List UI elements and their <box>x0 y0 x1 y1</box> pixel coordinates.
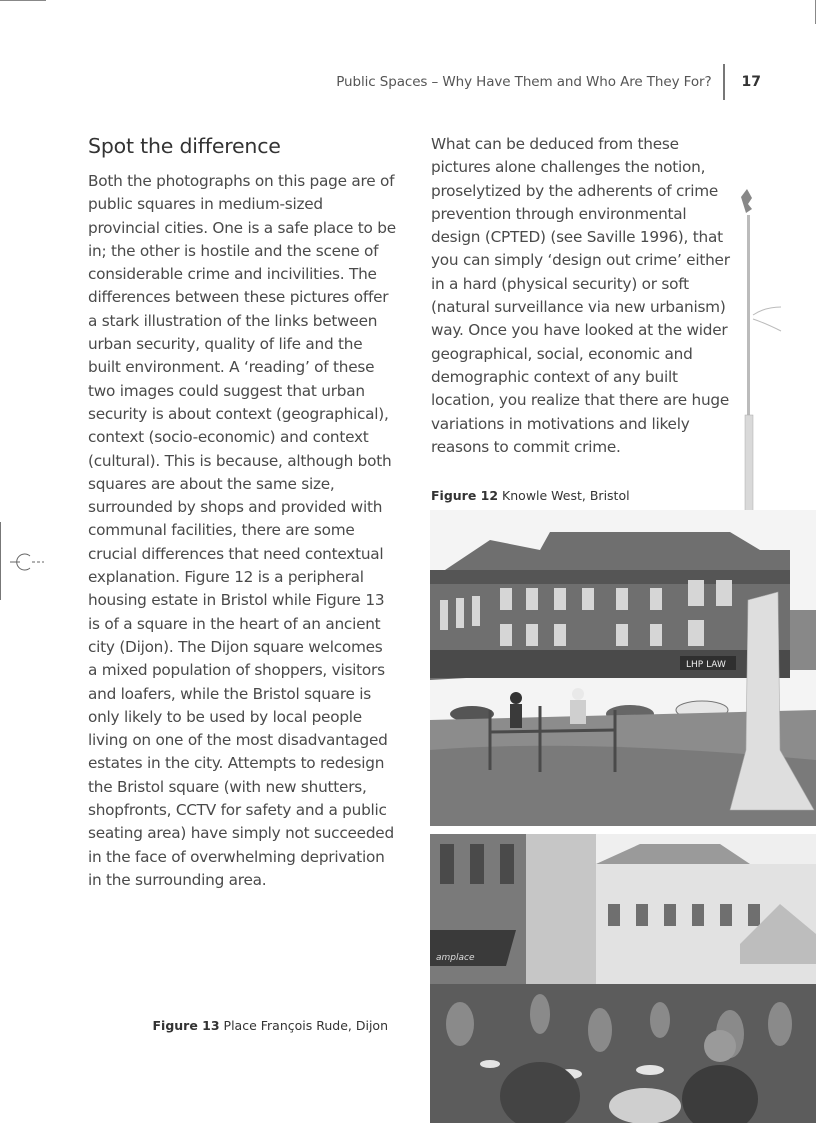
awning-text: amplace <box>436 953 475 963</box>
figure-12-photo <box>430 510 816 826</box>
figure-13-label: Figure 13 <box>152 1018 220 1033</box>
figure-12-title: Knowle West, Bristol <box>502 488 630 503</box>
lamp-pole-image <box>733 185 783 515</box>
header-divider <box>723 64 725 100</box>
crop-mark-top <box>0 0 46 1</box>
body-paragraph-left: Both the photographs on this page are of public squares in medium-sized provincial cities. One is a safe place to be in; the other is hostile and the scene of considerable crime and incivilities. The differences between these pictures offer a stark illustration of the links between urban security, quality of life and the built environment. A ‘reading’ of these two images could suggest that urban security is about context (geographical), context (socio-economic) and context (cultural). This is because, although both squares are about the same size, surrounded by shops and provided with communal facilities, there are some crucial differences that need contextual explanation. Figure 12 is a peripheral housing estate in Bristol while Figure 13 is of a square in the heart of an ancient city (Dijon). The Dijon square welcomes a mixed population of shoppers, visitors and loafers, while the Bristol square is only likely to be used by local people living on one of the most disadvantaged estates in the city. Attempts to redesign the Bristol square (with new shutters, shopfronts, CCTV for safety and a public seating area) have simply not succeeded in the face of overwhelming deprivation in the surrounding area. <box>88 172 396 889</box>
section-heading: Spot the difference <box>88 134 281 158</box>
registration-mark-icon <box>10 550 44 574</box>
figure-12-label: Figure 12 <box>431 488 499 503</box>
running-header <box>336 64 761 100</box>
body-paragraph-right: What can be deduced from these pictures alone challenges the notion, proselytized by the adherents of crime prevention through environmental design (CPTED) (see Saville 1996), that you can simply ‘design out crime’ either in a hard (physical security) or soft (natural surveillance via new urbanism) way. Once you have looked at the wider geographical, social, economic and demographic context of any built location, you realize that there are huge variations in motivations and likely reasons to commit crime. <box>431 135 730 456</box>
figure-13-title: Place François Rude, Dijon <box>223 1018 388 1033</box>
figure-13-caption <box>153 1018 389 1033</box>
shop-sign-text: LHP LAW <box>686 660 726 670</box>
margin-rule-left <box>0 522 1 600</box>
running-title: Public Spaces – Why Have Them and Who Are They For? <box>336 74 712 90</box>
page-number: 17 <box>741 74 761 90</box>
figure-13-photo <box>430 834 816 1123</box>
figure-12-caption <box>431 488 630 503</box>
